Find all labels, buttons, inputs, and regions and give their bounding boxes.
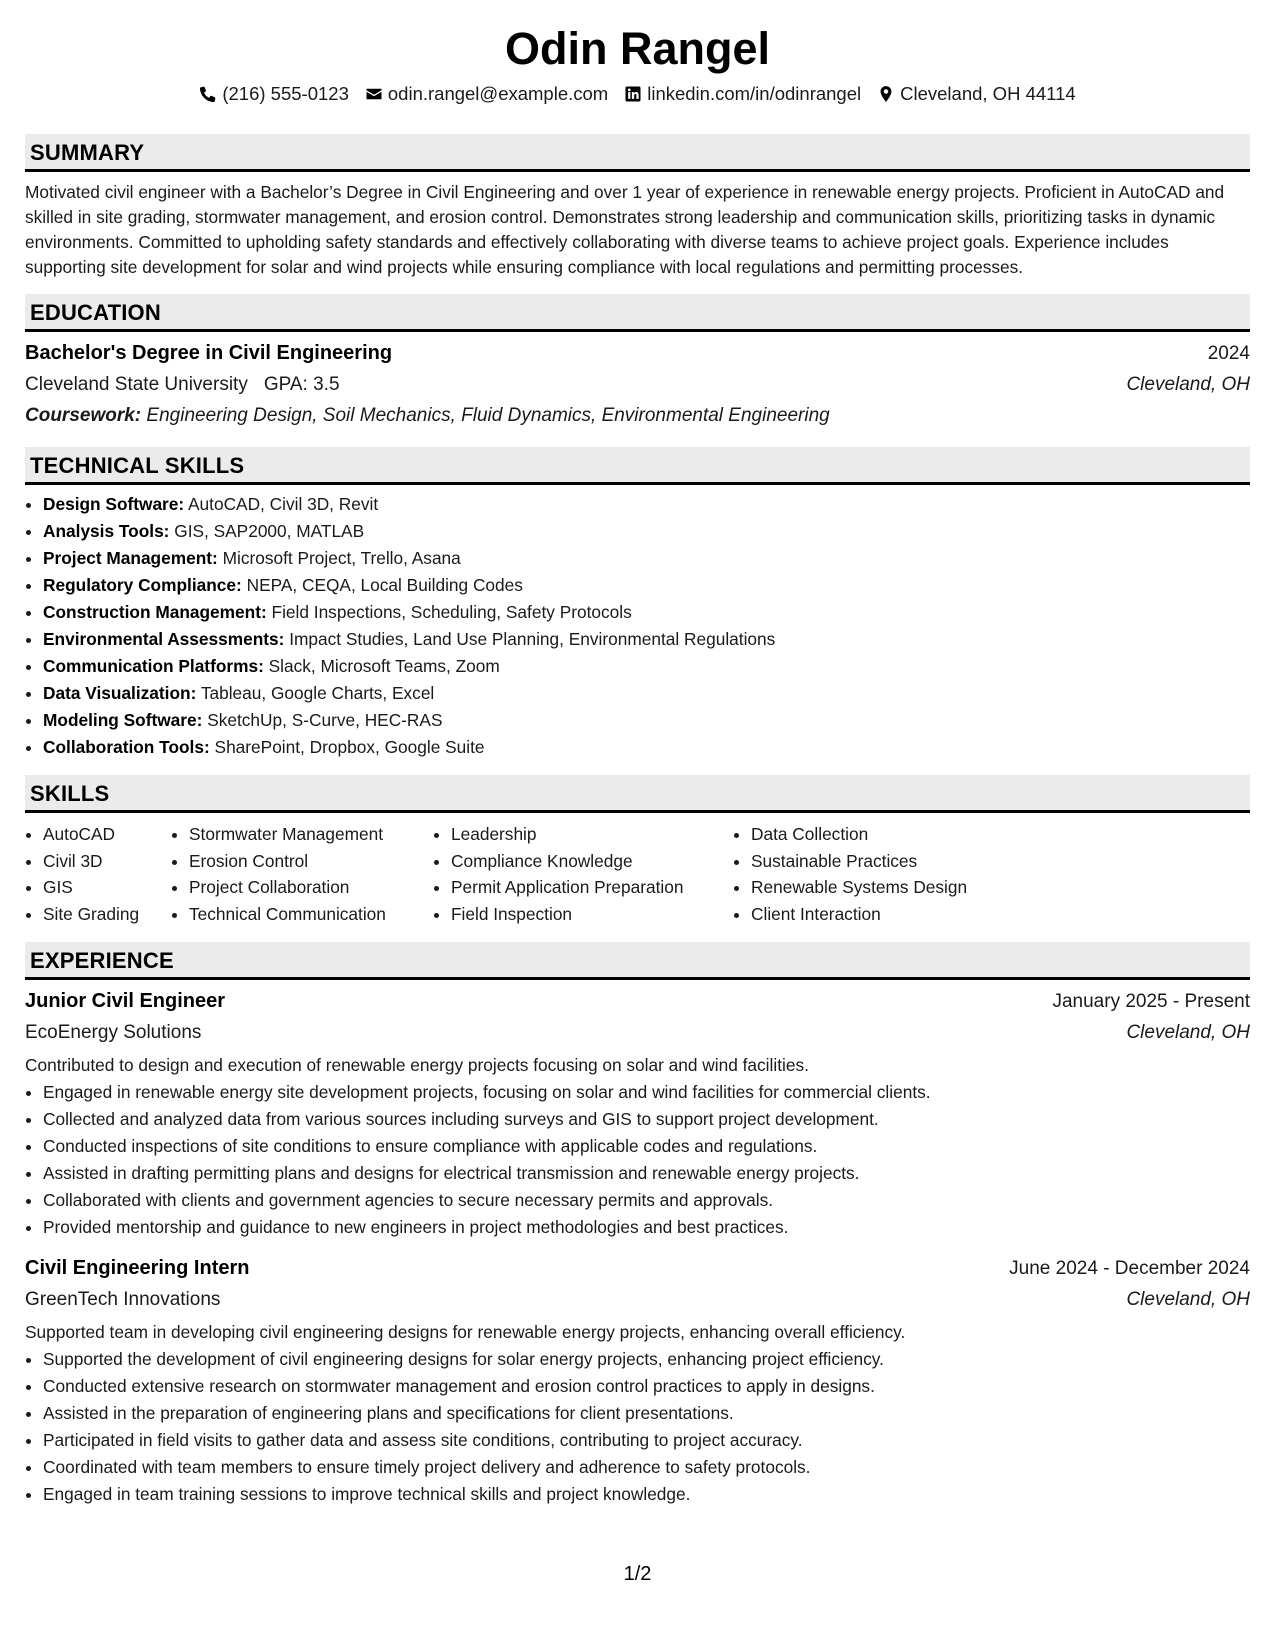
email-link[interactable]: odin.rangel@example.com: [387, 83, 609, 104]
section-heading: TECHNICAL SKILLS: [25, 447, 1250, 485]
technical-skills-section: [25, 447, 1250, 761]
job-bullets: [25, 1079, 1250, 1241]
contact-linkedin[interactable]: [624, 82, 861, 106]
skill-values: Impact Studies, Land Use Planning, Environmental Regulations: [289, 629, 776, 649]
list-item: • Engaged in team training sessions to improve technical skills and project knowledge.: [43, 1481, 1250, 1508]
skills-grid: [25, 821, 1250, 928]
candidate-name: Odin Rangel: [504, 23, 770, 74]
coursework-list: Engineering Design, Soil Mechanics, Fluid Dynamics, Environmental Engineering: [146, 405, 830, 426]
section-heading: EDUCATION: [25, 294, 1250, 332]
phone-icon: [199, 85, 217, 103]
school-line: [25, 369, 340, 400]
education-entry: [25, 338, 1250, 431]
resume-page: [25, 0, 1250, 1508]
skill-values: AutoCAD, Civil 3D, Revit: [188, 494, 379, 514]
skill-category: Data Visualization:: [43, 683, 197, 703]
job-title: Junior Civil Engineer: [25, 989, 226, 1012]
skill-category: Design Software:: [43, 494, 185, 514]
section-heading: SUMMARY: [25, 134, 1250, 172]
section-heading: EXPERIENCE: [25, 942, 1250, 980]
list-item: • Collected and analyzed data from various sources including surveys and GIS to support project development.: [43, 1106, 1250, 1133]
list-item: • Data Collection: [751, 821, 1051, 848]
list-item: • Field Inspection: [451, 901, 733, 928]
skills-column: [25, 821, 171, 928]
job-title: Civil Engineering Intern: [25, 1256, 250, 1279]
contact-email[interactable]: [365, 82, 608, 106]
skill-values: Field Inspections, Scheduling, Safety Protocols: [271, 602, 632, 622]
job-description: Supported team in developing civil engineering designs for renewable energy projects, enhancing overall efficiency.: [25, 1321, 906, 1342]
map-pin-icon: [877, 85, 895, 103]
summary-text: Motivated civil engineer with a Bachelor’s Degree in Civil Engineering and over 1 year of experience in renewable energy projects. Proficient in AutoCAD and skilled in site grading, stormwater management, and erosion control. Demonstrates strong leadership and communication skills, prioritizing tasks in dynamic environments. Committed to upholding safety standards and effectively collaborating with diverse teams to achieve project goals. Experience includes supporting site development for solar and wind projects while ensuring compliance with local regulations and permitting processes.: [25, 182, 1225, 277]
education-section: [25, 294, 1250, 431]
job-description: Contributed to design and execution of renewable energy projects focusing on solar and wind facilities.: [25, 1054, 809, 1075]
company-name: EcoEnergy Solutions: [25, 1021, 202, 1043]
school-name: Cleveland State University: [25, 374, 248, 395]
list-item: • Renewable Systems Design: [751, 874, 1051, 901]
list-item: [43, 572, 1250, 599]
job-bullets: [25, 1346, 1250, 1508]
graduation-year: 2024: [1207, 343, 1250, 364]
skill-values: Tableau, Google Charts, Excel: [200, 683, 435, 703]
coursework-label: Coursework:: [25, 405, 142, 426]
skill-category: Regulatory Compliance:: [43, 575, 242, 595]
resume-header: [25, 0, 1250, 106]
list-item: • Sustainable Practices: [751, 848, 1051, 875]
list-item: • Permit Application Preparation: [451, 874, 733, 901]
company-name: GreenTech Innovations: [25, 1288, 221, 1310]
skill-values: SharePoint, Dropbox, Google Suite: [214, 737, 485, 757]
skill-values: Microsoft Project, Trello, Asana: [222, 548, 461, 568]
list-item: • Site Grading: [43, 901, 171, 928]
job-entry: [25, 986, 1250, 1241]
list-item: • Stormwater Management: [189, 821, 433, 848]
skills-column: [433, 821, 733, 928]
list-item: • Provided mentorship and guidance to new engineers in project methodologies and best practices.: [43, 1214, 1250, 1241]
list-item: • Coordinated with team members to ensure timely project delivery and adherence to safety protocols.: [43, 1454, 1250, 1481]
skill-values: GIS, SAP2000, MATLAB: [174, 521, 365, 541]
linkedin-link[interactable]: linkedin.com/in/odinrangel: [647, 83, 862, 104]
list-item: • Client Interaction: [751, 901, 1051, 928]
skill-values: SketchUp, S-Curve, HEC-RAS: [207, 710, 443, 730]
contact-phone: [199, 82, 349, 106]
skill-category: Project Management:: [43, 548, 218, 568]
job-entry: [25, 1253, 1250, 1508]
job-location: Cleveland, OH: [1126, 1288, 1250, 1310]
list-item: • AutoCAD: [43, 821, 171, 848]
contact-location: [877, 82, 1076, 106]
list-item: [43, 491, 1250, 518]
location-text: Cleveland, OH 44114: [900, 83, 1076, 104]
school-location: Cleveland, OH: [1126, 374, 1250, 395]
list-item: • Collaborated with clients and government agencies to secure necessary permits and approvals.: [43, 1187, 1250, 1214]
list-item: • Leadership: [451, 821, 733, 848]
skill-category: Environmental Assessments:: [43, 629, 285, 649]
list-item: • Participated in field visits to gather data and assess site conditions, contributing to project accuracy.: [43, 1427, 1250, 1454]
page-indicator: 1/2: [623, 1563, 652, 1585]
skill-category: Analysis Tools:: [43, 521, 170, 541]
skill-category: Collaboration Tools:: [43, 737, 210, 757]
list-item: [43, 734, 1250, 761]
skill-category: Modeling Software:: [43, 710, 203, 730]
skill-values: Slack, Microsoft Teams, Zoom: [268, 656, 500, 676]
list-item: [43, 680, 1250, 707]
list-item: [43, 599, 1250, 626]
list-item: • Civil 3D: [43, 848, 171, 875]
list-item: [43, 545, 1250, 572]
job-location: Cleveland, OH: [1126, 1021, 1250, 1043]
job-dates: June 2024 - December 2024: [1009, 1257, 1250, 1279]
list-item: [43, 653, 1250, 680]
summary-section: [25, 134, 1250, 280]
list-item: • GIS: [43, 874, 171, 901]
list-item: • Assisted in the preparation of engineering plans and specifications for client presentations.: [43, 1400, 1250, 1427]
job-dates: January 2025 - Present: [1052, 990, 1250, 1012]
section-heading: SKILLS: [25, 775, 1250, 813]
envelope-icon: [365, 85, 383, 103]
list-item: [43, 707, 1250, 734]
list-item: [43, 626, 1250, 653]
gpa: GPA: 3.5: [263, 374, 340, 395]
list-item: • Assisted in drafting permitting plans and designs for electrical transmission and renewable energy projects.: [43, 1160, 1250, 1187]
skills-column: [171, 821, 433, 928]
skills-column: [733, 821, 1051, 928]
list-item: • Project Collaboration: [189, 874, 433, 901]
list-item: • Engaged in renewable energy site development projects, focusing on solar and wind facilities for commercial clients.: [43, 1079, 1250, 1106]
skill-category: Communication Platforms:: [43, 656, 264, 676]
list-item: • Technical Communication: [189, 901, 433, 928]
skill-category: Construction Management:: [43, 602, 267, 622]
skill-values: NEPA, CEQA, Local Building Codes: [246, 575, 523, 595]
linkedin-icon: [624, 85, 642, 103]
coursework-line: [25, 400, 1250, 431]
list-item: [43, 518, 1250, 545]
list-item: • Erosion Control: [189, 848, 433, 875]
degree-title: Bachelor's Degree in Civil Engineering: [25, 342, 393, 364]
list-item: • Compliance Knowledge: [451, 848, 733, 875]
technical-skills-list: [25, 491, 1250, 761]
phone-number: (216) 555-0123: [222, 83, 349, 104]
experience-section: [25, 942, 1250, 1508]
contact-bar: [25, 82, 1250, 106]
list-item: • Conducted inspections of site conditions to ensure compliance with applicable codes and regulations.: [43, 1133, 1250, 1160]
list-item: • Supported the development of civil engineering designs for solar energy projects, enhancing project efficiency.: [43, 1346, 1250, 1373]
skills-section: [25, 775, 1250, 928]
list-item: • Conducted extensive research on stormwater management and erosion control practices to apply in designs.: [43, 1373, 1250, 1400]
